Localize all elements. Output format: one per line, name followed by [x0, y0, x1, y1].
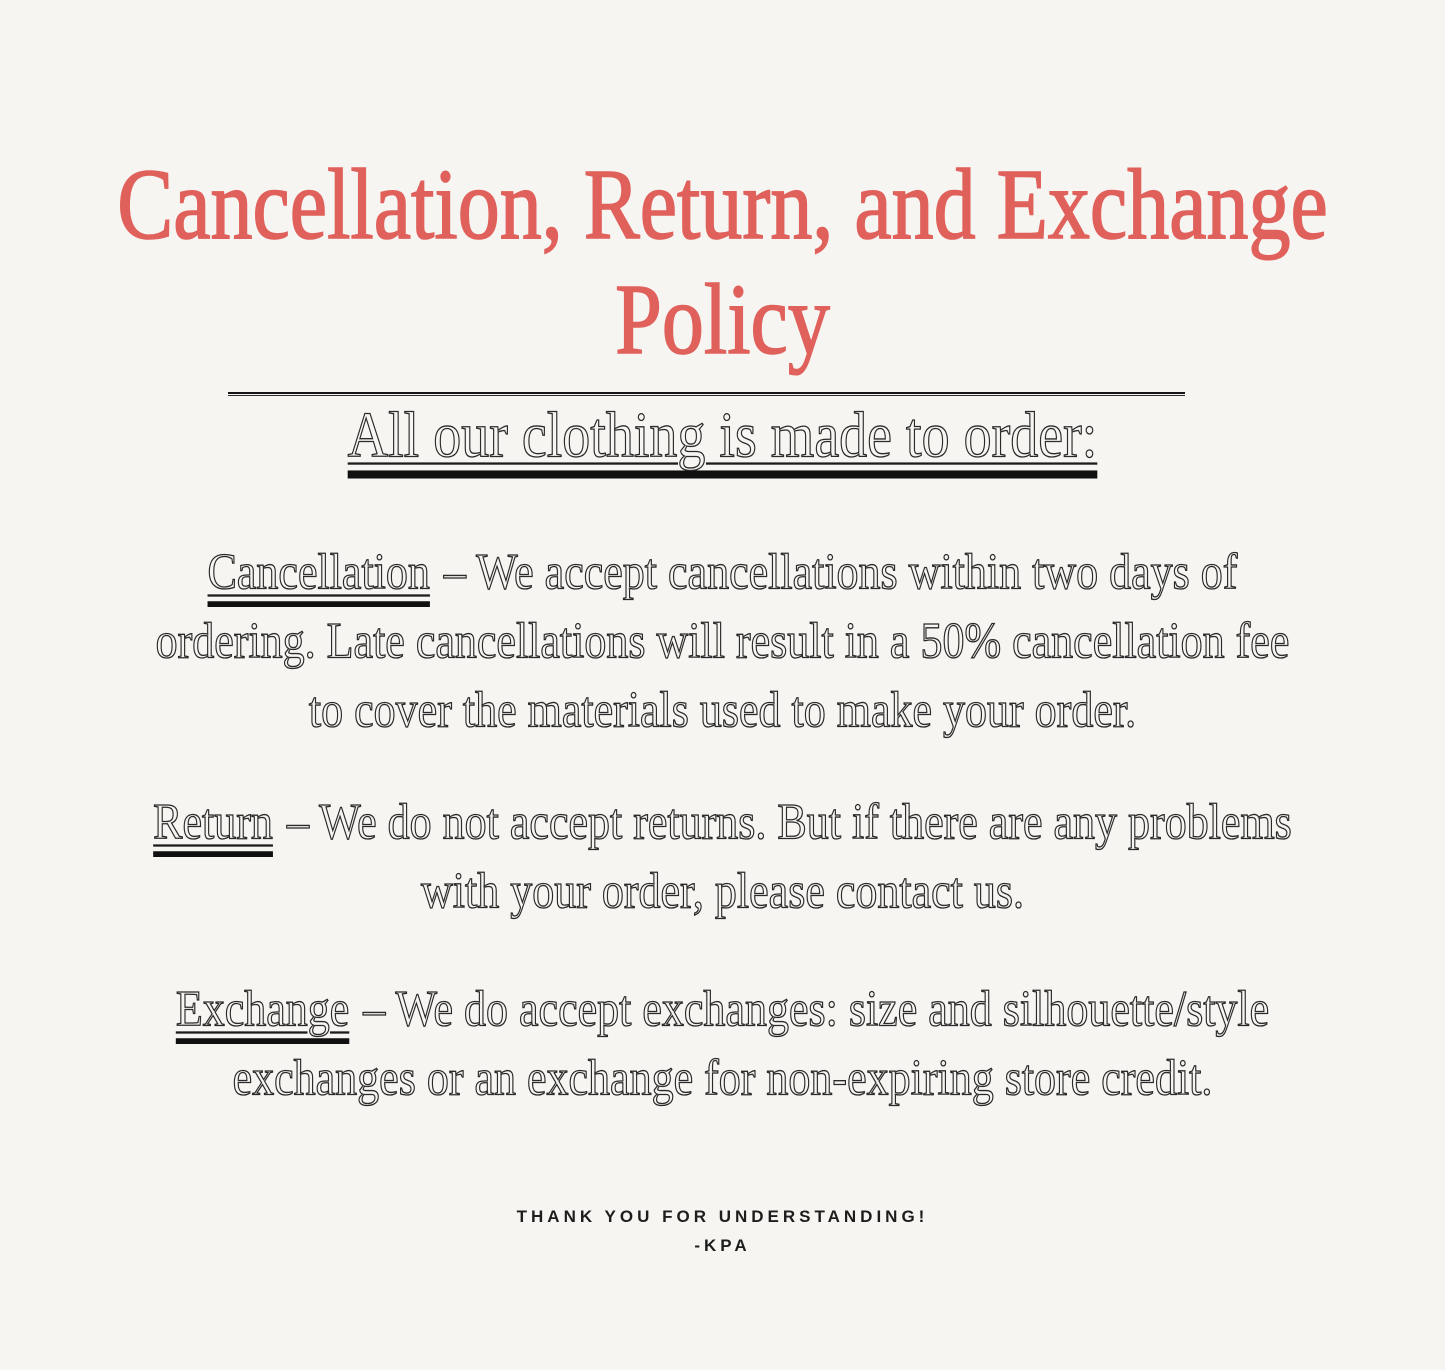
page-title-line1: Cancellation, Return, and Exchange: [117, 149, 1328, 261]
footer-thanks: THANK YOU FOR UNDERSTANDING!: [516, 1207, 929, 1226]
policy-exchange: [0, 975, 1445, 1113]
page-title-line2: Policy: [615, 264, 830, 376]
policy-return-line2: with your order, please contact us.: [420, 862, 1025, 920]
policy-return-line1: [0, 788, 1445, 857]
page-title: [0, 148, 1445, 378]
policy-return-text1: – We do not accept returns. But if there are any problems: [286, 793, 1292, 851]
policy-cancellation-line2: ordering. Late cancellations will result in a 50% cancellation fee: [155, 612, 1290, 670]
policy-cancellation-term-text: Cancellation: [207, 543, 430, 601]
policy-cancellation: [0, 538, 1445, 745]
policy-cancellation-term: [208, 544, 430, 600]
policy-exchange-term-text: Exchange: [175, 980, 350, 1038]
subtitle: [0, 398, 1445, 474]
policy-exchange-term: [176, 981, 349, 1037]
subtitle-underline: [348, 400, 1098, 471]
subtitle-text: All our clothing is made to order:: [347, 400, 1098, 472]
policy-exchange-line1: [0, 975, 1445, 1044]
footer-signature: -KPA: [694, 1236, 751, 1255]
policy-exchange-line2: exchanges or an exchange for non-expiring store credit.: [232, 1049, 1213, 1107]
policy-cancellation-line3: to cover the materials used to make your order.: [308, 681, 1137, 739]
policy-exchange-text1: – We do accept exchanges: size and silhouette/style: [363, 980, 1270, 1038]
policy-cancellation-text1: – We accept cancellations within two days of: [443, 543, 1238, 601]
footer: [0, 1202, 1445, 1260]
policy-return-term: [153, 794, 273, 850]
title-divider: [228, 392, 1185, 396]
policy-cancellation-line1: [0, 538, 1445, 607]
policy-return-term-text: Return: [153, 793, 273, 851]
policy-return: [0, 788, 1445, 926]
